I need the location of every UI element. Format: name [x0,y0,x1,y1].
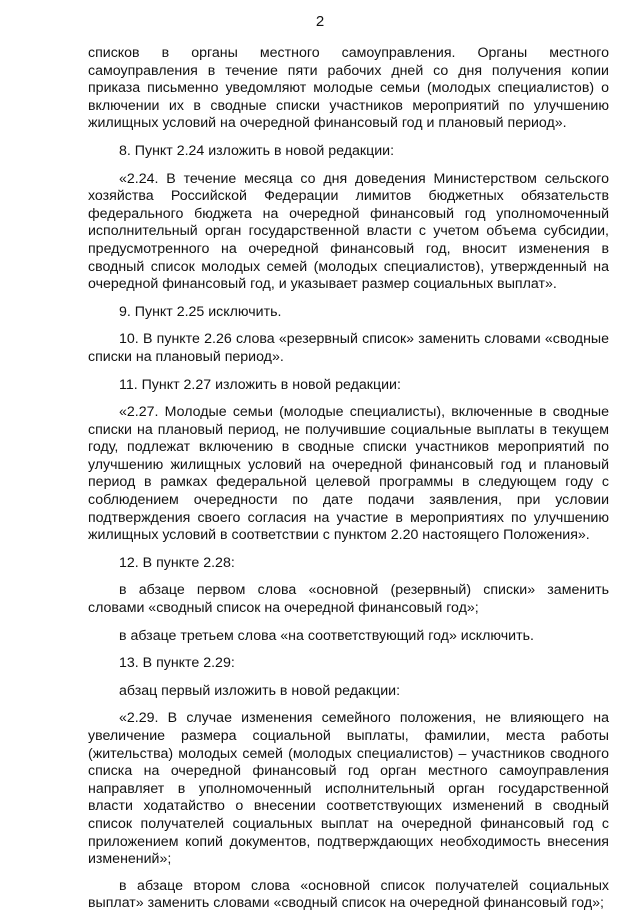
paragraph-item-12-third: в абзаце третьем слова «на соответствующий год» исключить. [119,627,534,644]
paragraph-item-8: 8. Пункт 2.24 изложить в новой редакции: [119,142,395,159]
paragraph-item-13: 13. В пункте 2.29: [119,655,235,672]
paragraph-clause-2-24: «2.24. В течение месяца со дня доведения Министерством сельского хозяйства Российской Федерации лимитов бюджетных обязательств федерального бюджета на очередной финансовый год уполномоченный исполнительный орган государственной власти с учетом объема субсидии, предусмотренного на очередной финансовый год, вносит изменения в сводный список молодых семей (молодых специалистов), утвержденный на очередной финансовый год, и указывает размер социальных выплат». [88,170,609,293]
paragraph-continuation: списков в органы местного самоуправления. Органы местного самоуправления в течение пяти рабочих дней со дня получения копии приказа письменно уведомляют молодые семьи (молодых специалистов) о включении их в сводные списки участников мероприятий по улучшению жилищных условий на очередной финансовый год и плановый период». [88,45,609,132]
paragraph-item-13-first: абзац первый изложить в новой редакции: [119,682,401,699]
paragraph-item-13-second: в абзаце втором слова «основной список получателей социальных выплат» заменить словами «сводный список на очередной финансовый год»; [88,877,609,912]
page-number: 2 [315,13,325,30]
paragraph-item-10: 10. В пункте 2.26 слова «резервный список» заменить словами «сводные списки на плановый период». [88,331,609,365]
paragraph-item-12: 12. В пункте 2.28: [119,554,235,571]
paragraph-item-11: 11. Пункт 2.27 изложить в новой редакции: [119,376,401,393]
paragraph-clause-2-27: «2.27. Молодые семьи (молодые специалисты), включенные в сводные списки на плановый период, не получившие социальные выплаты в текущем году, подлежат включению в сводные списки участников мероприятий по улучшению жилищных условий на очередной финансовый год и плановый период в рамках федеральной целевой программы в следующем году с соблюдением очередности по дате подачи заявления, при условии подтверждения своего согласия на участие в мероприятиях по улучшению жилищных условий в соответствии с пунктом 2.20 настоящего Положения». [88,404,609,544]
document-body [88,45,609,913]
paragraph-item-12-first: в абзаце первом слова «основной (резервный) списки» заменить словами «сводный список на очередной финансовый год»; [88,582,609,617]
paragraph-clause-2-29: «2.29. В случае изменения семейного положения, не влияющего на увеличение размера социальной выплаты, фамилии, места работы (жительства) молодых семей (молодых специалистов) – участников сводного списка на очередной финансовый год орган местного самоуправления направляет в уполномоченный исполнительный орган государственной власти ходатайство о внесении соответствующих изменений в сводный список получателей социальных выплат на очередной финансовый год с приложением копий документов, подтверждающих необходимость внесения изменений»; [88,710,609,868]
paragraph-item-9: 9. Пункт 2.25 исключить. [119,303,282,320]
